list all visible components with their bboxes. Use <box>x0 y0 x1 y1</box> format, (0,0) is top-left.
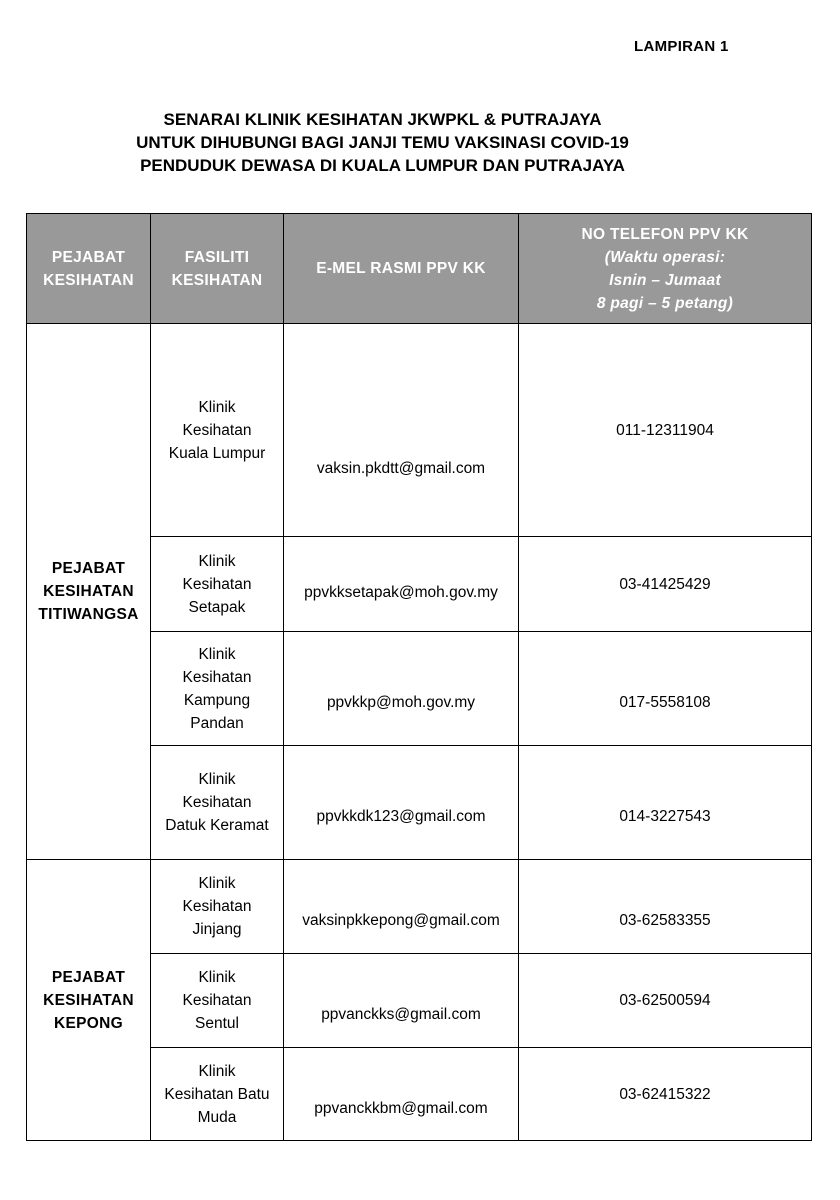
phone-cell: 03-62500594 <box>519 954 812 1048</box>
phone-cell: 03-41425429 <box>519 537 812 632</box>
header-phone-hours-line: Isnin – Jumaat <box>609 271 721 289</box>
office-name-line: KESIHATAN <box>43 991 134 1009</box>
email-address: ppvkkdk123@gmail.com <box>316 807 486 825</box>
header-phone-title: NO TELEFON PPV KK <box>581 225 749 243</box>
facility-name-line: Kesihatan <box>182 794 252 811</box>
phone-cell: 03-62583355 <box>519 860 812 954</box>
office-titiwangsa <box>27 324 151 860</box>
office-kepong <box>27 860 151 1141</box>
facility-name-line: Kesihatan <box>182 421 252 439</box>
facility-cell <box>151 746 284 860</box>
email-address: vaksinpkkepong@gmail.com <box>302 912 500 929</box>
office-name-line: PEJABAT <box>51 560 126 577</box>
facility-name-line: Datuk Keramat <box>165 817 269 834</box>
facility-name-line: Pandan <box>190 714 244 732</box>
table-row <box>27 860 812 954</box>
email-address: ppvkkp@moh.gov.my <box>326 693 476 711</box>
email-address: ppvanckks@gmail.com <box>321 1006 481 1023</box>
email-cell <box>284 954 519 1048</box>
facility-name-line: Kesihatan Batu <box>164 1085 270 1103</box>
header-facility-line: KESIHATAN <box>171 271 263 289</box>
facility-cell <box>151 1048 284 1141</box>
table-row <box>27 324 812 537</box>
header-office <box>27 214 151 324</box>
header-phone-hours-line: (Waktu operasi: <box>604 248 726 266</box>
facility-name-line: Klinik <box>198 771 236 788</box>
header-email: E-MEL RASMI PPV KK <box>284 214 519 324</box>
email-address: ppvanckkbm@gmail.com <box>314 1099 488 1117</box>
title-line-1: SENARAI KLINIK KESIHATAN JKWPKL & PUTRAJAYA <box>163 110 602 129</box>
facility-cell <box>151 324 284 537</box>
facility-name-line: Klinik <box>198 398 236 416</box>
header-office-line: KESIHATAN <box>43 271 134 289</box>
facility-cell <box>151 954 284 1048</box>
title-line-2: UNTUK DIHUBUNGI BAGI JANJI TEMU VAKSINASI COVID-19 <box>136 133 629 152</box>
facility-name-line: Sentul <box>195 1015 239 1032</box>
facility-name-line: Klinik <box>198 552 236 570</box>
header-office-line: PEJABAT <box>51 248 126 266</box>
table-header-row <box>27 214 812 324</box>
email-cell <box>284 860 519 954</box>
email-cell <box>284 1048 519 1141</box>
email-address: vaksin.pkdtt@gmail.com <box>316 459 486 477</box>
office-name-line: KESIHATAN <box>43 583 134 600</box>
facility-name-line: Setapak <box>188 598 246 616</box>
facility-name-line: Kampung <box>183 691 251 709</box>
phone-cell: 014-3227543 <box>519 746 812 860</box>
email-cell <box>284 324 519 537</box>
facility-name-line: Muda <box>197 1108 237 1126</box>
header-facility <box>151 214 284 324</box>
email-cell <box>284 632 519 746</box>
document-title <box>0 108 765 177</box>
facility-name-line: Kesihatan <box>182 668 252 686</box>
title-line-3: PENDUDUK DEWASA DI KUALA LUMPUR DAN PUTRAJAYA <box>140 156 625 175</box>
header-phone <box>519 214 812 324</box>
header-facility-line: FASILITI <box>184 248 250 266</box>
header-phone-hours-line: 8 pagi – 5 petang) <box>596 294 734 312</box>
facility-name-line: Klinik <box>198 969 236 986</box>
facility-name-line: Kesihatan <box>182 898 252 915</box>
facility-cell <box>151 537 284 632</box>
office-name-line: TITIWANGSA <box>38 606 139 623</box>
facility-name-line: Kuala Lumpur <box>168 444 266 462</box>
facility-cell <box>151 632 284 746</box>
email-cell <box>284 746 519 860</box>
facility-name-line: Jinjang <box>192 921 242 938</box>
appendix-label: LAMPIRAN 1 <box>634 38 729 55</box>
facility-name-line: Klinik <box>198 1062 236 1080</box>
phone-cell: 017-5558108 <box>519 632 812 746</box>
phone-cell: 011-12311904 <box>519 324 812 537</box>
clinic-table <box>26 213 812 1141</box>
email-cell <box>284 537 519 632</box>
office-name-line: PEJABAT <box>51 968 126 986</box>
facility-name-line: Kesihatan <box>182 575 252 593</box>
facility-cell <box>151 860 284 954</box>
office-name-line: KEPONG <box>54 1014 123 1032</box>
facility-name-line: Klinik <box>198 645 236 663</box>
email-address: ppvkksetapak@moh.gov.my <box>304 584 498 601</box>
facility-name-line: Klinik <box>198 875 236 892</box>
phone-cell: 03-62415322 <box>519 1048 812 1141</box>
facility-name-line: Kesihatan <box>182 992 252 1009</box>
